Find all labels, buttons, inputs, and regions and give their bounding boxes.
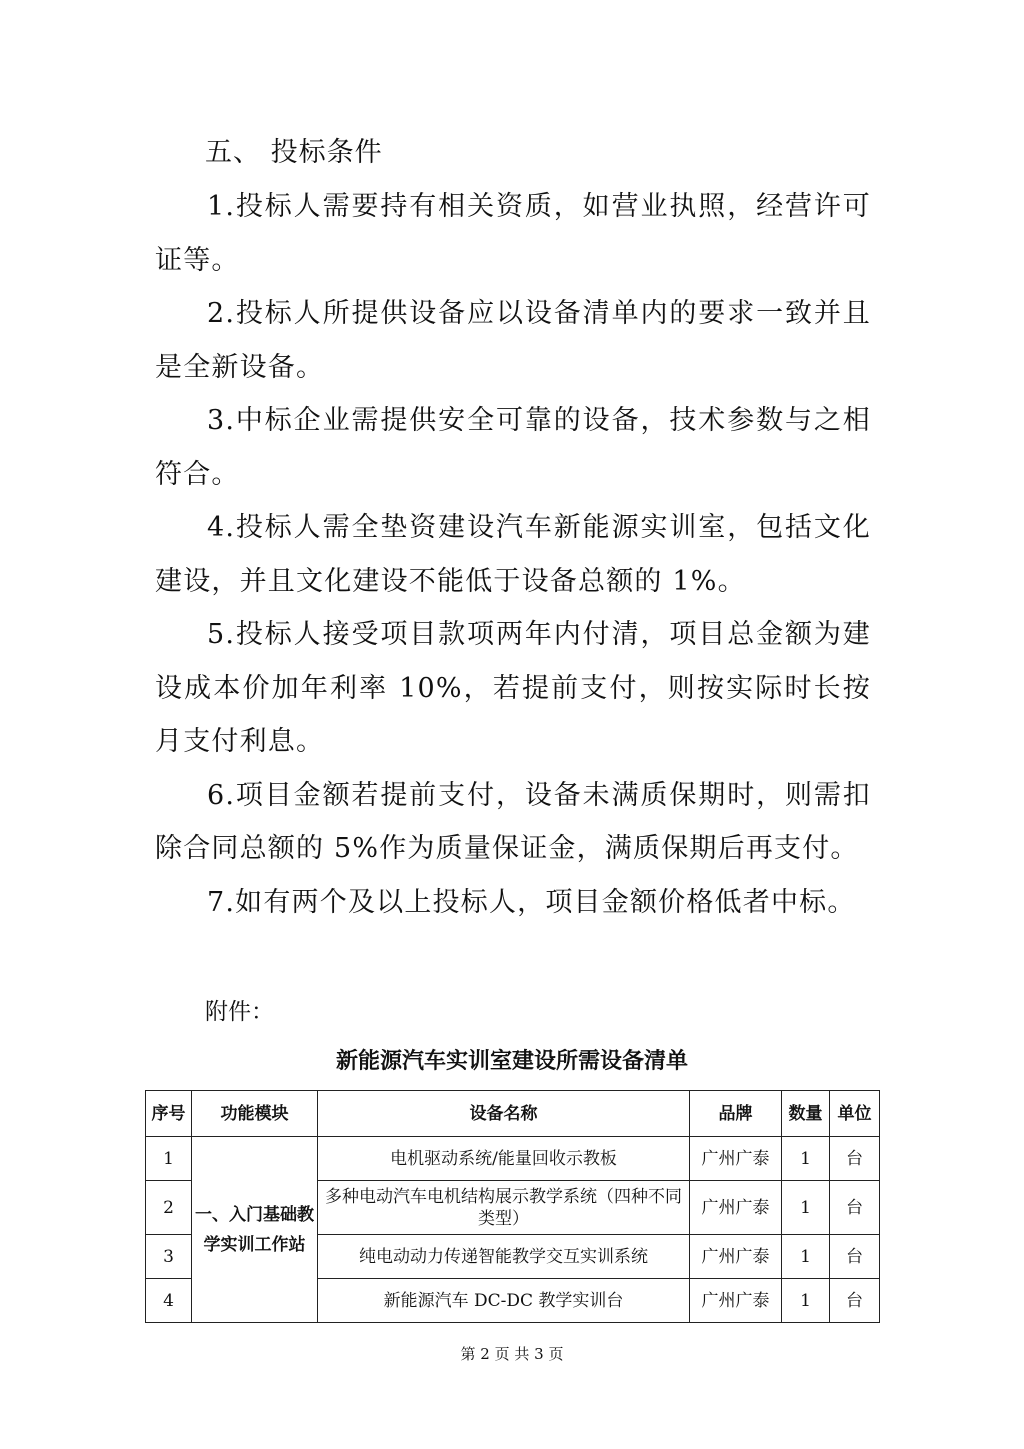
- cell-name: 纯电动动力传递智能教学交互实训系统: [318, 1235, 690, 1279]
- cell-brand: 广州广泰: [690, 1137, 782, 1181]
- condition-item: 2.投标人所提供设备应以设备清单内的要求一致并且是全新设备。: [155, 298, 871, 383]
- condition-item: 5.投标人接受项目款项两年内付清，项目总金额为建设成本价加年利率 10%，若提前支付，则按实际时长按月支付利息。: [155, 619, 871, 757]
- cell-name: 电机驱动系统/能量回收示教板: [318, 1137, 690, 1181]
- cell-unit: 台: [830, 1279, 880, 1323]
- header-module: 功能模块: [192, 1091, 318, 1137]
- cell-name: 多种电动汽车电机结构展示教学系统（四种不同类型）: [318, 1181, 690, 1235]
- header-unit: 单位: [830, 1091, 880, 1137]
- condition-item: 6.项目金额若提前支付，设备未满质保期时，则需扣除合同总额的 5%作为质量保证金，满质保期后再支付。: [155, 779, 871, 864]
- cell-brand: 广州广泰: [690, 1279, 782, 1323]
- cell-qty: 1: [782, 1235, 830, 1279]
- conditions-list: [155, 180, 871, 929]
- page-footer: 第 2 页 共 3 页: [460, 1345, 564, 1363]
- header-qty: 数量: [782, 1091, 830, 1137]
- cell-qty: 1: [782, 1279, 830, 1323]
- cell-index: 1: [146, 1137, 192, 1181]
- section-heading: 五、 投标条件: [205, 137, 383, 168]
- table-header-row: [146, 1091, 880, 1137]
- cell-brand: 广州广泰: [690, 1181, 782, 1235]
- condition-item: 7.如有两个及以上投标人，项目金额价格低者中标。: [207, 886, 856, 918]
- cell-unit: 台: [830, 1235, 880, 1279]
- cell-index: 4: [146, 1279, 192, 1323]
- cell-qty: 1: [782, 1137, 830, 1181]
- cell-index: 2: [146, 1181, 192, 1235]
- header-index: 序号: [146, 1091, 192, 1137]
- cell-module: 一、入门基础教学实训工作站: [192, 1137, 318, 1323]
- cell-unit: 台: [830, 1137, 880, 1181]
- header-name: 设备名称: [318, 1091, 690, 1137]
- condition-item: 4.投标人需全垫资建设汽车新能源实训室，包括文化建设，并且文化建设不能低于设备总额的 1%。: [155, 512, 871, 597]
- cell-name: 新能源汽车 DC-DC 教学实训台: [318, 1279, 690, 1323]
- table-title: 新能源汽车实训室建设所需设备清单: [335, 1049, 688, 1074]
- table-row: [146, 1137, 880, 1181]
- cell-brand: 广州广泰: [690, 1235, 782, 1279]
- condition-item: 1.投标人需要持有相关资质，如营业执照，经营许可证等。: [155, 191, 871, 276]
- condition-item: 3.中标企业需提供安全可靠的设备，技术参数与之相符合。: [155, 405, 871, 490]
- equipment-table: [145, 1090, 880, 1323]
- cell-qty: 1: [782, 1181, 830, 1235]
- header-brand: 品牌: [690, 1091, 782, 1137]
- cell-index: 3: [146, 1235, 192, 1279]
- cell-unit: 台: [830, 1181, 880, 1235]
- attachment-label: 附件：: [205, 999, 274, 1025]
